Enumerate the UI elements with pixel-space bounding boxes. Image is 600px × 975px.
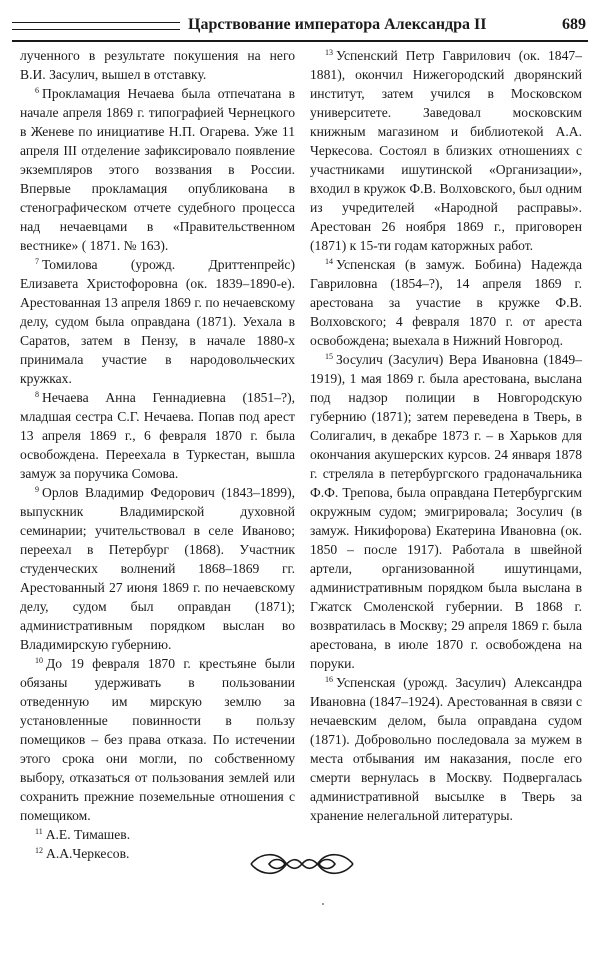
footnote-13 bbox=[310, 46, 582, 255]
footnote-10 bbox=[20, 654, 295, 825]
footnote-number: 11 bbox=[35, 827, 43, 836]
footnote-number: 8 bbox=[35, 390, 39, 399]
footnote-text: Успенская (урожд. Засулич) Александра Ивановна (1847–1924). Арестованная в связи с нечаевским делом, была оправдана судом (1871). Добровольно последовала за мужем в места отбывания им наказания, после его смерти вернулась в Москву. Подвергалась административной высылке в Тверь за хранение нелегальной литературы. bbox=[310, 675, 582, 823]
footnote-text: лученного в результате покушения на него В.И. Засулич, вышел в отставку. bbox=[20, 48, 295, 82]
footnote-number: 16 bbox=[325, 675, 333, 684]
footnote-number: 12 bbox=[35, 846, 43, 855]
footnote-15 bbox=[310, 350, 582, 673]
footnote-text: Нечаева Анна Геннадиевна (1851–?), младшая сестра С.Г. Нечаева. Попав под арест 13 апреля 1869 г., 6 февраля 1870 г. была освобождена. Переехала в Туркестан, вышла замуж за поручика Сомова. bbox=[20, 390, 295, 481]
footnote-number: 14 bbox=[325, 257, 333, 266]
footnote-number: 7 bbox=[35, 257, 39, 266]
footnote-11 bbox=[20, 825, 295, 844]
footnote-number: 10 bbox=[35, 656, 43, 665]
footnote-7 bbox=[20, 255, 295, 388]
footnote-number: 9 bbox=[35, 485, 39, 494]
footnote-text: До 19 февраля 1870 г. крестьяне были обязаны удерживать в пользовании отведенную им мирскую землю за установленные повинности в пользу помещиков – без права отказа. По истечении этого срока они могли, по собственному выбору, отказаться от пользования землей или сохранить прежние поземельные отношения с помещиком. bbox=[20, 656, 295, 823]
footnote-6 bbox=[20, 84, 295, 255]
ornamental-divider-icon bbox=[247, 848, 357, 880]
footnote-text: Томилова (урожд. Дриттенпрейс) Елизавета Христофоровна (ок. 1839–1890-е). Арестованная 13 апреля 1869 г. по нечаевскому делу, судом была оправдана (1871). Уехала в Саратов, затем в Пензу, в начале 1880-х принимала участие в народовольческих кружках. bbox=[20, 257, 295, 386]
footnote-text: Успенская (в замуж. Бобина) Надежда Гавриловна (1854–?), 14 апреля 1869 г. арестована за участие в кружке Ф.В. Волховского; 4 февраля 1870 г. от ареста освобождена; выехала в Нижний Новгород. bbox=[310, 257, 582, 348]
footnote-text: А.Е. Тимашев. bbox=[45, 827, 131, 842]
footnote-number: 13 bbox=[325, 48, 333, 57]
right-column bbox=[310, 46, 582, 825]
footnote-text: Орлов Владимир Федорович (1843–1899), выпускник Владимирской духовной семинарии; учительствовал в селе Иваново; переехал в Петербург (1868). Участник студенческих волнений 1868–1869 гг. Арестованный 27 июня 1869 г. по нечаевскому делу, судом был оправдан (1871); административным порядком выслан во Владимирскую губернию. bbox=[20, 485, 295, 652]
page-number: 689 bbox=[562, 16, 586, 33]
footnote-text: Зосулич (Засулич) Вера Ивановна (1849–1919), 1 мая 1869 г. была арестована, выслана под надзор полиции в Новгородскую губернию (1871); затем переведена в Тверь, в Солигалич, в декабре 1873 г. – в Харьков для окончания акушерских курсов. 24 января 1878 г. стреляла в петербургского градоначальника Ф.Ф. Трепова, была оправдана Петербургским окружным судом; эмигрировала; Зосулич (в замуж. Никифорова) Екатерина Ивановна (ок. 1850 – после 1917). Работала в швейной артели, организованной ишутинцами, административным порядком была выслана в Гжатск Смоленской губернии. В 1868 г. возвратилась в Москву; 29 апреля 1869 г. была арестована, в июле 1870 г. освобождена на поруки. bbox=[310, 352, 582, 671]
footnote-8 bbox=[20, 388, 295, 483]
footnote-text: А.А.Черкесов. bbox=[46, 846, 130, 861]
footnote-number: 6 bbox=[35, 86, 39, 95]
footnote-16 bbox=[310, 673, 582, 825]
footnote-text: Прокламация Нечаева была отпечатана в начале апреля 1869 г. типографией Чернецкого в Женеве по инициативе Н.П. Огарева. Уже 11 апреля III отделение зафиксировало появление экземпляров этого воззвания в России. Впервые прокламация опубликована в стенографическом отчете судебного процесса над нечаевцами в «Правительственном вестнике» ( 1871. № 163). bbox=[20, 86, 295, 253]
header-rule bbox=[12, 22, 180, 30]
left-column bbox=[20, 46, 295, 863]
page-speck bbox=[322, 903, 324, 905]
running-header bbox=[12, 14, 588, 42]
footnote-14 bbox=[310, 255, 582, 350]
footnote-9 bbox=[20, 483, 295, 654]
footnote-continuation bbox=[20, 46, 295, 84]
footnote-number: 15 bbox=[325, 352, 333, 361]
page-title: Царствование императора Александра II bbox=[188, 16, 487, 33]
footnote-text: Успенский Петр Гаврилович (ок. 1847–1881), окончил Нижегородский дворянский институт, затем учился в Московском университете. Заведовал московским книжным магазином и библиотекой А.А. Черкесова. Состоял в близких отношениях с участниками ишутинской «Организации», входил в кружок Ф.В. Волховского, был одним из учредителей «Народной расправы». Арестован 26 ноября 1869 г., приговорен (1871) к 15-ти годам каторжных работ. bbox=[310, 48, 582, 253]
